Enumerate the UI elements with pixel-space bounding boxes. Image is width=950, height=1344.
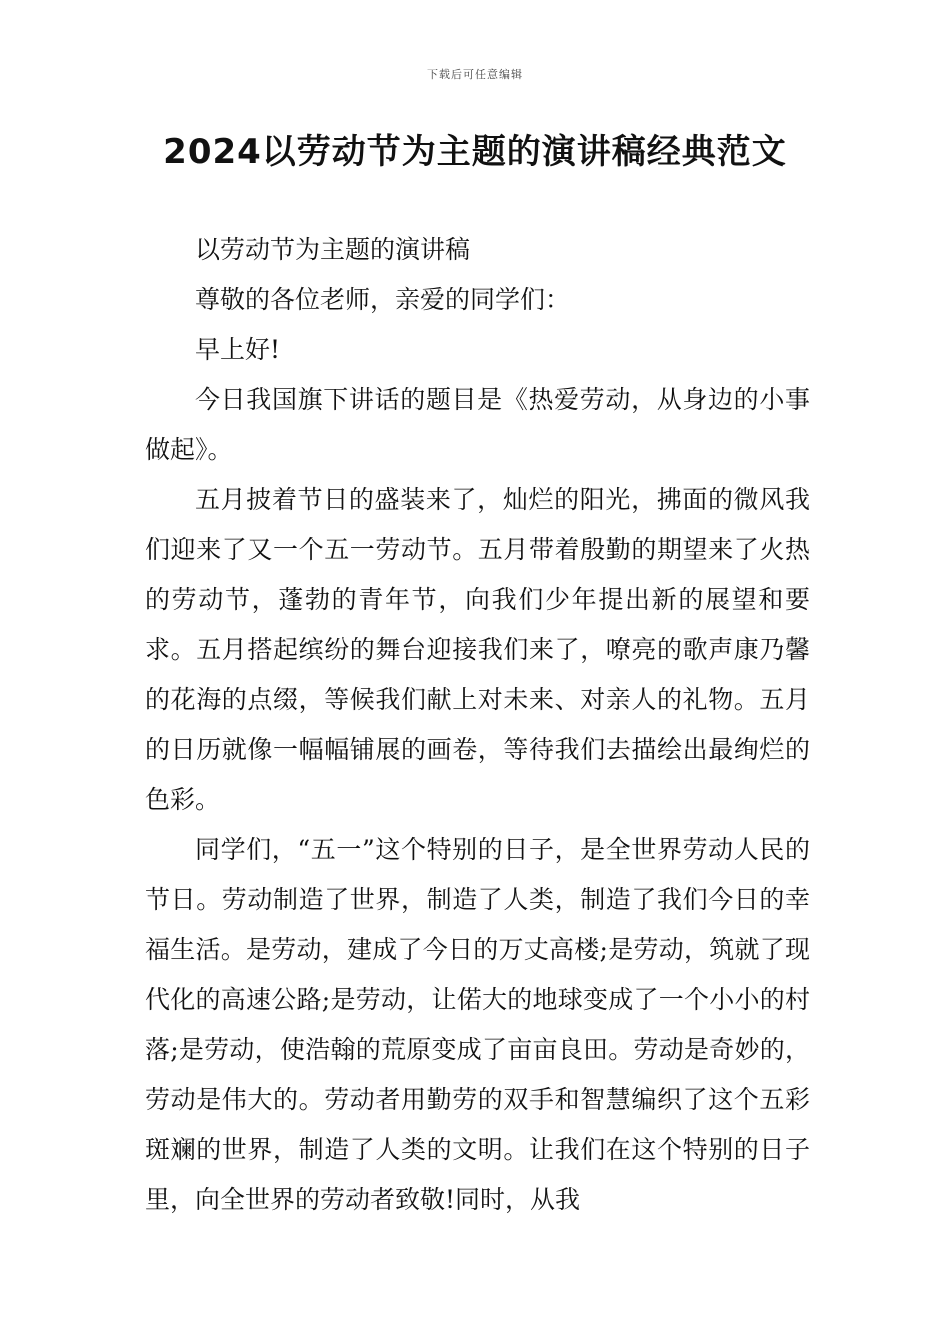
- paragraph-salutation: 尊敬的各位老师，亲爱的同学们：: [195, 285, 571, 314]
- paragraph-labor: 同学们，“五一”这个特别的日子，是全世界劳动人民的节日。劳动制造了世界，制造了人类，制造了我们今日的幸福生活。是劳动，建成了今日的万丈高楼;是劳动，筑就了现代化的高速公路;是劳动，让偌大的地球变成了一个小小的村落;是劳动，使浩翰的荒原变成了亩亩良田。劳动是奇妙的，劳动是伟大的。劳动者用勤劳的双手和智慧编织了这个五彩斑斓的世界，制造了人类的文明。让我们在这个特别的日子里，向全世界的劳动者致敬!同时，从我: [145, 835, 810, 1214]
- document-body: [145, 225, 810, 1225]
- document-title: 2024以劳动节为主题的演讲稿经典范文: [163, 132, 787, 172]
- paragraph-speech-heading: 以劳动节为主题的演讲稿: [195, 235, 471, 264]
- header-note: 下载后可任意编辑: [427, 68, 523, 81]
- paragraph-topic: 今日我国旗下讲话的题目是《热爱劳动，从身边的小事做起》。: [145, 385, 810, 464]
- paragraph-greeting: 早上好!: [195, 335, 281, 364]
- paragraph-may: 五月披着节日的盛装来了，灿烂的阳光，拂面的微风我们迎来了又一个五一劳动节。五月带着殷勤的期望来了火热的劳动节，蓬勃的青年节，向我们少年提出新的展望和要求。五月搭起缤纷的舞台迎接我们来了，嘹亮的歌声康乃馨的花海的点缀，等候我们献上对未来、对亲人的礼物。五月的日历就像一幅幅铺展的画卷，等待我们去描绘出最绚烂的色彩。: [145, 485, 810, 814]
